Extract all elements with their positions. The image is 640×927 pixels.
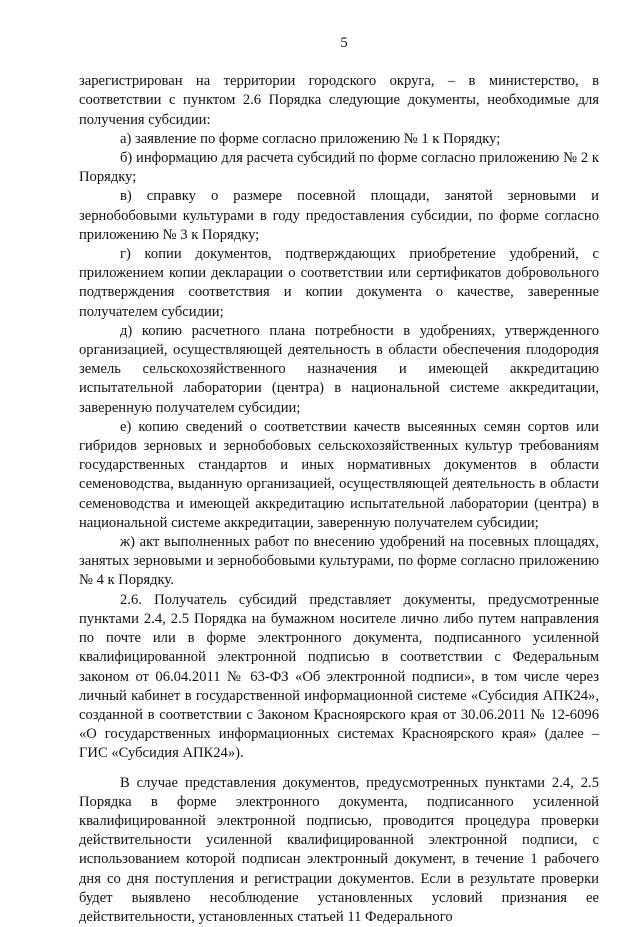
paragraph-electronic-signature: В случае представления документов, предусмотренных пунктами 2.4, 2.5 Порядка в форме электронного документа, подписанного усиленной квалифицированной электронной подписью, проводится процедура проверки действительности усиленной квалифицированной электронной подписи, с использованием которой подписан электронный документ, в течение 1 рабочего дня со дня поступления и регистрации документов. Если в результате проверки будет выявлено несоблюдение установленных условий признания ее действительности, установленных статьей 11 Федерального xyxy=(79,774,599,925)
paragraph-intro: зарегистрирован на территории городского округа, – в министерство, в соответствии с пунктом 2.6 Порядка следующие документы, необходимые для получения субсидии: xyxy=(79,73,599,128)
list-item-v: в) справку о размере посевной площади, занятой зерновыми и зернобобовыми культурами в году предоставления субсидии, по форме согласно приложению № 3 к Порядку; xyxy=(79,188,599,243)
list-item-b: б) информацию для расчета субсидий по форме согласно приложению № 2 к Порядку; xyxy=(79,150,599,186)
list-item-g: г) копии документов, подтверждающих приобретение удобрений, с приложением копии декларации о соответствии или сертификатов добровольного подтверждения соответствия и копии документа о качестве, заверенные получателем субсидии; xyxy=(79,246,599,320)
list-item-a: а) заявление по форме согласно приложению № 1 к Порядку; xyxy=(120,130,501,147)
page-number: 5 xyxy=(340,35,348,51)
clause-2-6: 2.6. Получатель субсидий представляет документы, предусмотренные пунктами 2.4, 2.5 Порядка на бумажном носителе лично либо путем направления по почте или в форме электронного документа, подписанного усиленной квалифицированной электронной подписью в соответствии с Федеральным законом от 06.04.2011 № 63-ФЗ «Об электронной подписи», в том числе через личный кабинет в государственной информационной системе «Субсидия АПК24», созданной в соответствии с Законом Красноярского края от 30.06.2011 № 12-6096 «О государственных информационных системах Красноярского края» (далее – ГИС «Субсидия АПК24»). xyxy=(79,591,599,762)
list-item-d: д) копию расчетного плана потребности в удобрениях, утвержденного организацией, осуществляющей деятельность в области обеспечения плодородия земель сельскохозяйственного назначения и имеющей аккредитацию испытательной лаборатории (центра) в национальной системе аккредитации, заверенную получателем субсидии; xyxy=(79,322,599,416)
list-item-e: е) копию сведений о соответствии качеств высеянных семян сортов или гибридов зерновых и зернобобовых сельскохозяйственных культур требованиям государственных стандартов и иных нормативных документов в области семеноводства, выданную организацией, осуществляющей деятельность в области семеноводства и имеющей аккредитацию испытательной лаборатории (центра) в национальной системе аккредитации, заверенную получателем субсидии; xyxy=(79,418,599,531)
list-item-zh: ж) акт выполненных работ по внесению удобрений на посевных площадях, занятых зерновыми и зернобобовыми культурами, по форме согласно приложению № 4 к Порядку. xyxy=(79,534,599,589)
